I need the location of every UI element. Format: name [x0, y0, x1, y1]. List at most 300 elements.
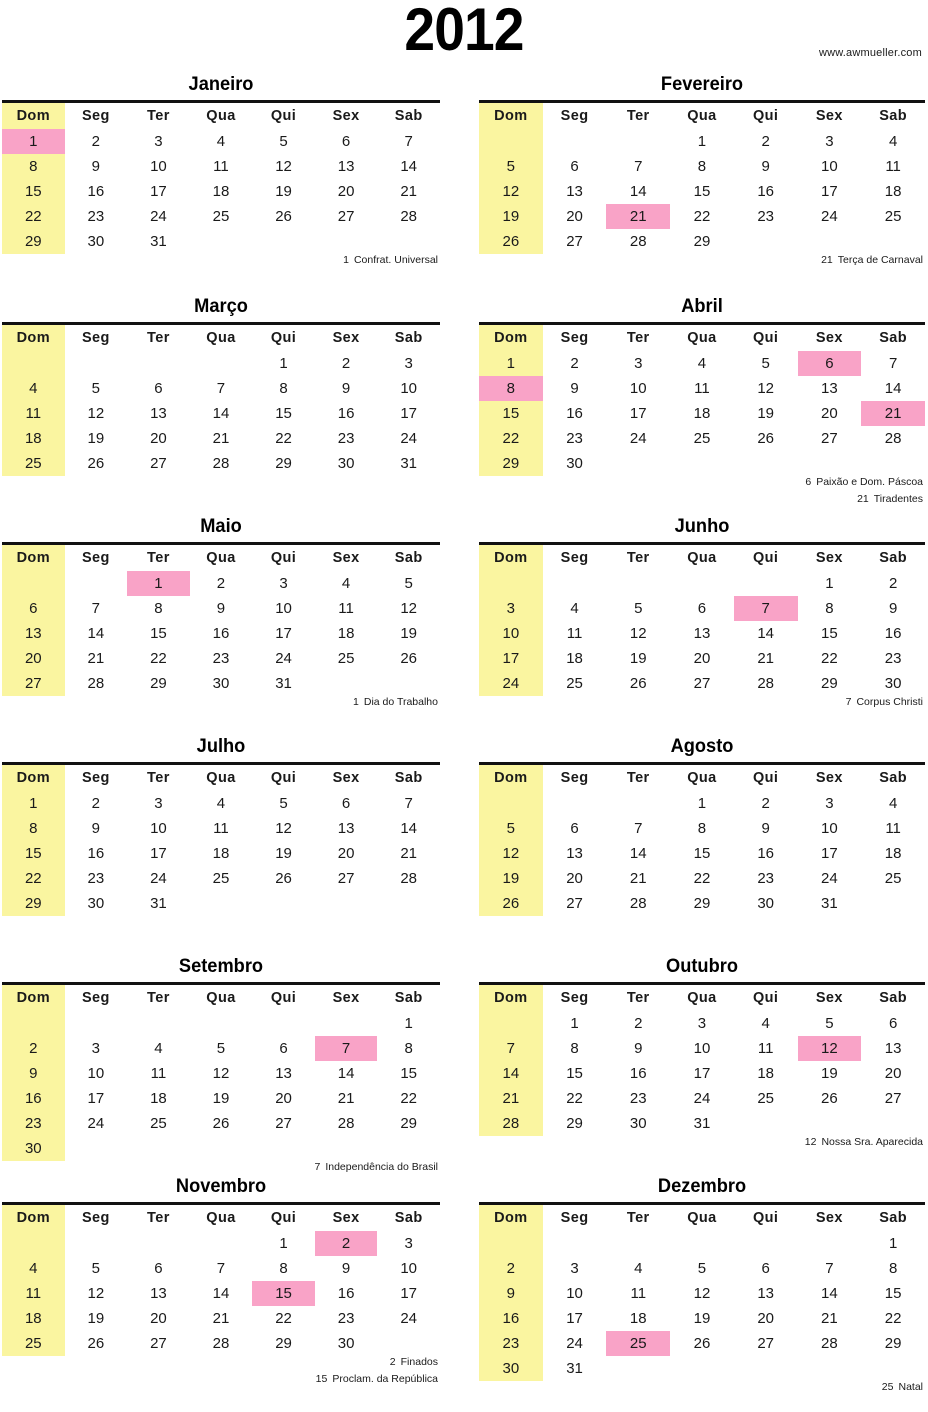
day-cell[interactable] [252, 1331, 315, 1356]
day-cell[interactable] [734, 671, 798, 696]
day-cell[interactable] [670, 1011, 734, 1036]
day-cell[interactable] [315, 1256, 378, 1281]
day-cell[interactable] [252, 179, 315, 204]
day-cell[interactable] [127, 204, 190, 229]
day-cell[interactable] [377, 1256, 440, 1281]
day-cell[interactable] [734, 204, 798, 229]
day-cell[interactable] [734, 646, 798, 671]
day-cell[interactable] [2, 596, 65, 621]
day-cell[interactable] [190, 401, 253, 426]
day-cell[interactable] [861, 596, 925, 621]
day-cell[interactable] [315, 596, 378, 621]
day-cell[interactable] [190, 1061, 253, 1086]
day-cell[interactable] [734, 866, 798, 891]
day-cell[interactable] [479, 841, 543, 866]
day-cell[interactable] [798, 426, 862, 451]
day-cell[interactable] [315, 1111, 378, 1136]
day-cell[interactable] [65, 1331, 128, 1356]
day-cell[interactable] [479, 351, 543, 376]
day-cell[interactable] [65, 129, 128, 154]
day-cell[interactable] [252, 1256, 315, 1281]
day-cell[interactable] [606, 401, 670, 426]
day-cell[interactable] [65, 891, 128, 916]
day-cell[interactable] [127, 179, 190, 204]
day-cell[interactable] [734, 376, 798, 401]
day-cell[interactable] [606, 866, 670, 891]
day-cell[interactable] [190, 1256, 253, 1281]
day-cell[interactable] [543, 671, 607, 696]
day-cell[interactable] [2, 1306, 65, 1331]
day-cell[interactable] [798, 866, 862, 891]
day-cell[interactable] [252, 621, 315, 646]
day-cell[interactable] [543, 401, 607, 426]
day-cell[interactable] [127, 571, 190, 596]
day-cell[interactable] [127, 1086, 190, 1111]
day-cell[interactable] [670, 229, 734, 254]
day-cell[interactable] [252, 401, 315, 426]
day-cell[interactable] [734, 1281, 798, 1306]
day-cell[interactable] [2, 1281, 65, 1306]
day-cell[interactable] [190, 841, 253, 866]
day-cell[interactable] [315, 791, 378, 816]
day-cell[interactable] [65, 646, 128, 671]
day-cell[interactable] [190, 671, 253, 696]
day-cell[interactable] [127, 229, 190, 254]
day-cell[interactable] [127, 401, 190, 426]
day-cell[interactable] [861, 401, 925, 426]
day-cell[interactable] [2, 791, 65, 816]
day-cell[interactable] [734, 1331, 798, 1356]
day-cell[interactable] [65, 1036, 128, 1061]
day-cell[interactable] [861, 351, 925, 376]
day-cell[interactable] [798, 1086, 862, 1111]
day-cell[interactable] [252, 154, 315, 179]
day-cell[interactable] [606, 646, 670, 671]
day-cell[interactable] [798, 401, 862, 426]
day-cell[interactable] [543, 621, 607, 646]
day-cell[interactable] [127, 621, 190, 646]
day-cell[interactable] [543, 1061, 607, 1086]
day-cell[interactable] [606, 426, 670, 451]
day-cell[interactable] [127, 376, 190, 401]
day-cell[interactable] [861, 841, 925, 866]
day-cell[interactable] [861, 1036, 925, 1061]
day-cell[interactable] [190, 1036, 253, 1061]
day-cell[interactable] [670, 596, 734, 621]
day-cell[interactable] [543, 816, 607, 841]
day-cell[interactable] [543, 179, 607, 204]
day-cell[interactable] [606, 596, 670, 621]
day-cell[interactable] [479, 1331, 543, 1356]
day-cell[interactable] [798, 1306, 862, 1331]
day-cell[interactable] [377, 204, 440, 229]
day-cell[interactable] [734, 426, 798, 451]
day-cell[interactable] [252, 1306, 315, 1331]
day-cell[interactable] [65, 621, 128, 646]
day-cell[interactable] [190, 571, 253, 596]
day-cell[interactable] [252, 1086, 315, 1111]
day-cell[interactable] [861, 671, 925, 696]
day-cell[interactable] [479, 229, 543, 254]
day-cell[interactable] [798, 791, 862, 816]
day-cell[interactable] [65, 401, 128, 426]
day-cell[interactable] [734, 1086, 798, 1111]
day-cell[interactable] [479, 671, 543, 696]
day-cell[interactable] [315, 401, 378, 426]
day-cell[interactable] [798, 1256, 862, 1281]
day-cell[interactable] [127, 646, 190, 671]
day-cell[interactable] [190, 646, 253, 671]
day-cell[interactable] [65, 179, 128, 204]
day-cell[interactable] [479, 816, 543, 841]
day-cell[interactable] [252, 671, 315, 696]
day-cell[interactable] [670, 1086, 734, 1111]
day-cell[interactable] [861, 646, 925, 671]
day-cell[interactable] [798, 646, 862, 671]
day-cell[interactable] [543, 1086, 607, 1111]
day-cell[interactable] [543, 1281, 607, 1306]
day-cell[interactable] [798, 571, 862, 596]
day-cell[interactable] [127, 671, 190, 696]
day-cell[interactable] [315, 204, 378, 229]
day-cell[interactable] [377, 1086, 440, 1111]
day-cell[interactable] [315, 426, 378, 451]
day-cell[interactable] [798, 179, 862, 204]
day-cell[interactable] [861, 1306, 925, 1331]
day-cell[interactable] [734, 1011, 798, 1036]
day-cell[interactable] [190, 376, 253, 401]
day-cell[interactable] [2, 1256, 65, 1281]
day-cell[interactable] [190, 451, 253, 476]
day-cell[interactable] [606, 376, 670, 401]
day-cell[interactable] [315, 179, 378, 204]
day-cell[interactable] [2, 621, 65, 646]
day-cell[interactable] [65, 1061, 128, 1086]
day-cell[interactable] [479, 154, 543, 179]
day-cell[interactable] [670, 1111, 734, 1136]
day-cell[interactable] [252, 451, 315, 476]
day-cell[interactable] [798, 621, 862, 646]
day-cell[interactable] [734, 351, 798, 376]
day-cell[interactable] [606, 671, 670, 696]
day-cell[interactable] [798, 1061, 862, 1086]
day-cell[interactable] [479, 451, 543, 476]
day-cell[interactable] [252, 1061, 315, 1086]
day-cell[interactable] [127, 1331, 190, 1356]
day-cell[interactable] [315, 1036, 378, 1061]
day-cell[interactable] [315, 1306, 378, 1331]
day-cell[interactable] [606, 816, 670, 841]
day-cell[interactable] [479, 179, 543, 204]
day-cell[interactable] [543, 1356, 607, 1381]
day-cell[interactable] [734, 816, 798, 841]
day-cell[interactable] [190, 426, 253, 451]
day-cell[interactable] [861, 426, 925, 451]
day-cell[interactable] [670, 1036, 734, 1061]
day-cell[interactable] [127, 596, 190, 621]
day-cell[interactable] [861, 1086, 925, 1111]
day-cell[interactable] [252, 571, 315, 596]
day-cell[interactable] [734, 791, 798, 816]
day-cell[interactable] [543, 596, 607, 621]
day-cell[interactable] [479, 376, 543, 401]
day-cell[interactable] [2, 376, 65, 401]
day-cell[interactable] [127, 1036, 190, 1061]
day-cell[interactable] [606, 1256, 670, 1281]
day-cell[interactable] [127, 1111, 190, 1136]
day-cell[interactable] [670, 179, 734, 204]
day-cell[interactable] [2, 866, 65, 891]
day-cell[interactable] [734, 891, 798, 916]
day-cell[interactable] [377, 351, 440, 376]
day-cell[interactable] [65, 866, 128, 891]
day-cell[interactable] [479, 204, 543, 229]
day-cell[interactable] [479, 646, 543, 671]
day-cell[interactable] [606, 154, 670, 179]
day-cell[interactable] [377, 866, 440, 891]
day-cell[interactable] [543, 351, 607, 376]
day-cell[interactable] [734, 1061, 798, 1086]
day-cell[interactable] [479, 1111, 543, 1136]
day-cell[interactable] [670, 401, 734, 426]
day-cell[interactable] [190, 866, 253, 891]
day-cell[interactable] [734, 596, 798, 621]
day-cell[interactable] [606, 351, 670, 376]
day-cell[interactable] [65, 596, 128, 621]
day-cell[interactable] [127, 816, 190, 841]
day-cell[interactable] [127, 791, 190, 816]
day-cell[interactable] [543, 841, 607, 866]
day-cell[interactable] [377, 451, 440, 476]
day-cell[interactable] [798, 129, 862, 154]
day-cell[interactable] [670, 1331, 734, 1356]
day-cell[interactable] [734, 1256, 798, 1281]
day-cell[interactable] [861, 791, 925, 816]
day-cell[interactable] [127, 1061, 190, 1086]
day-cell[interactable] [798, 351, 862, 376]
day-cell[interactable] [606, 1086, 670, 1111]
day-cell[interactable] [606, 229, 670, 254]
day-cell[interactable] [190, 1111, 253, 1136]
day-cell[interactable] [65, 1281, 128, 1306]
day-cell[interactable] [315, 841, 378, 866]
day-cell[interactable] [861, 866, 925, 891]
day-cell[interactable] [606, 1036, 670, 1061]
day-cell[interactable] [315, 1331, 378, 1356]
day-cell[interactable] [315, 866, 378, 891]
day-cell[interactable] [479, 1256, 543, 1281]
day-cell[interactable] [2, 671, 65, 696]
day-cell[interactable] [670, 376, 734, 401]
day-cell[interactable] [252, 1231, 315, 1256]
day-cell[interactable] [543, 1331, 607, 1356]
day-cell[interactable] [670, 154, 734, 179]
day-cell[interactable] [377, 596, 440, 621]
day-cell[interactable] [190, 204, 253, 229]
day-cell[interactable] [479, 1281, 543, 1306]
day-cell[interactable] [315, 1061, 378, 1086]
day-cell[interactable] [377, 571, 440, 596]
day-cell[interactable] [315, 646, 378, 671]
day-cell[interactable] [543, 451, 607, 476]
day-cell[interactable] [861, 154, 925, 179]
day-cell[interactable] [127, 451, 190, 476]
day-cell[interactable] [543, 154, 607, 179]
day-cell[interactable] [315, 571, 378, 596]
day-cell[interactable] [65, 1256, 128, 1281]
day-cell[interactable] [670, 1281, 734, 1306]
day-cell[interactable] [861, 816, 925, 841]
day-cell[interactable] [606, 179, 670, 204]
day-cell[interactable] [190, 1086, 253, 1111]
day-cell[interactable] [2, 204, 65, 229]
day-cell[interactable] [252, 1281, 315, 1306]
day-cell[interactable] [315, 621, 378, 646]
day-cell[interactable] [479, 596, 543, 621]
day-cell[interactable] [670, 891, 734, 916]
day-cell[interactable] [252, 791, 315, 816]
day-cell[interactable] [65, 1111, 128, 1136]
day-cell[interactable] [479, 426, 543, 451]
day-cell[interactable] [252, 129, 315, 154]
day-cell[interactable] [861, 129, 925, 154]
day-cell[interactable] [479, 401, 543, 426]
day-cell[interactable] [315, 129, 378, 154]
day-cell[interactable] [734, 179, 798, 204]
day-cell[interactable] [670, 621, 734, 646]
day-cell[interactable] [2, 229, 65, 254]
day-cell[interactable] [2, 154, 65, 179]
day-cell[interactable] [2, 451, 65, 476]
day-cell[interactable] [315, 816, 378, 841]
day-cell[interactable] [543, 426, 607, 451]
day-cell[interactable] [479, 1086, 543, 1111]
day-cell[interactable] [670, 1061, 734, 1086]
day-cell[interactable] [252, 646, 315, 671]
day-cell[interactable] [377, 1011, 440, 1036]
day-cell[interactable] [798, 154, 862, 179]
day-cell[interactable] [252, 596, 315, 621]
day-cell[interactable] [252, 351, 315, 376]
day-cell[interactable] [377, 1036, 440, 1061]
day-cell[interactable] [190, 129, 253, 154]
day-cell[interactable] [127, 129, 190, 154]
day-cell[interactable] [734, 154, 798, 179]
day-cell[interactable] [252, 1111, 315, 1136]
day-cell[interactable] [798, 1281, 862, 1306]
day-cell[interactable] [377, 401, 440, 426]
day-cell[interactable] [606, 1111, 670, 1136]
day-cell[interactable] [377, 791, 440, 816]
day-cell[interactable] [377, 426, 440, 451]
day-cell[interactable] [543, 866, 607, 891]
day-cell[interactable] [861, 1231, 925, 1256]
day-cell[interactable] [127, 154, 190, 179]
day-cell[interactable] [315, 1281, 378, 1306]
day-cell[interactable] [377, 841, 440, 866]
day-cell[interactable] [127, 1256, 190, 1281]
day-cell[interactable] [252, 204, 315, 229]
day-cell[interactable] [2, 1061, 65, 1086]
day-cell[interactable] [670, 671, 734, 696]
day-cell[interactable] [798, 1036, 862, 1061]
day-cell[interactable] [479, 1036, 543, 1061]
day-cell[interactable] [543, 891, 607, 916]
day-cell[interactable] [252, 1036, 315, 1061]
day-cell[interactable] [798, 596, 862, 621]
day-cell[interactable] [861, 1011, 925, 1036]
day-cell[interactable] [377, 1061, 440, 1086]
day-cell[interactable] [377, 816, 440, 841]
day-cell[interactable] [606, 891, 670, 916]
day-cell[interactable] [543, 204, 607, 229]
day-cell[interactable] [543, 1306, 607, 1331]
day-cell[interactable] [65, 671, 128, 696]
day-cell[interactable] [127, 1281, 190, 1306]
day-cell[interactable] [2, 646, 65, 671]
day-cell[interactable] [798, 1011, 862, 1036]
day-cell[interactable] [65, 451, 128, 476]
day-cell[interactable] [2, 129, 65, 154]
day-cell[interactable] [861, 376, 925, 401]
day-cell[interactable] [606, 1011, 670, 1036]
day-cell[interactable] [479, 621, 543, 646]
day-cell[interactable] [65, 229, 128, 254]
day-cell[interactable] [377, 1111, 440, 1136]
day-cell[interactable] [734, 129, 798, 154]
day-cell[interactable] [377, 646, 440, 671]
day-cell[interactable] [190, 621, 253, 646]
day-cell[interactable] [543, 1036, 607, 1061]
day-cell[interactable] [190, 179, 253, 204]
day-cell[interactable] [670, 646, 734, 671]
day-cell[interactable] [670, 1306, 734, 1331]
day-cell[interactable] [2, 891, 65, 916]
day-cell[interactable] [252, 426, 315, 451]
day-cell[interactable] [315, 154, 378, 179]
day-cell[interactable] [2, 401, 65, 426]
day-cell[interactable] [2, 1136, 65, 1161]
day-cell[interactable] [606, 1331, 670, 1356]
day-cell[interactable] [377, 621, 440, 646]
day-cell[interactable] [252, 866, 315, 891]
day-cell[interactable] [315, 1231, 378, 1256]
day-cell[interactable] [65, 791, 128, 816]
day-cell[interactable] [861, 571, 925, 596]
day-cell[interactable] [798, 1331, 862, 1356]
day-cell[interactable] [65, 204, 128, 229]
day-cell[interactable] [315, 376, 378, 401]
day-cell[interactable] [670, 816, 734, 841]
day-cell[interactable] [190, 816, 253, 841]
day-cell[interactable] [861, 204, 925, 229]
day-cell[interactable] [543, 376, 607, 401]
day-cell[interactable] [479, 1061, 543, 1086]
day-cell[interactable] [377, 179, 440, 204]
day-cell[interactable] [190, 596, 253, 621]
day-cell[interactable] [734, 841, 798, 866]
day-cell[interactable] [377, 154, 440, 179]
day-cell[interactable] [543, 1256, 607, 1281]
day-cell[interactable] [670, 426, 734, 451]
day-cell[interactable] [377, 1281, 440, 1306]
day-cell[interactable] [543, 1111, 607, 1136]
day-cell[interactable] [377, 1231, 440, 1256]
day-cell[interactable] [861, 1331, 925, 1356]
day-cell[interactable] [670, 351, 734, 376]
day-cell[interactable] [127, 841, 190, 866]
day-cell[interactable] [127, 866, 190, 891]
